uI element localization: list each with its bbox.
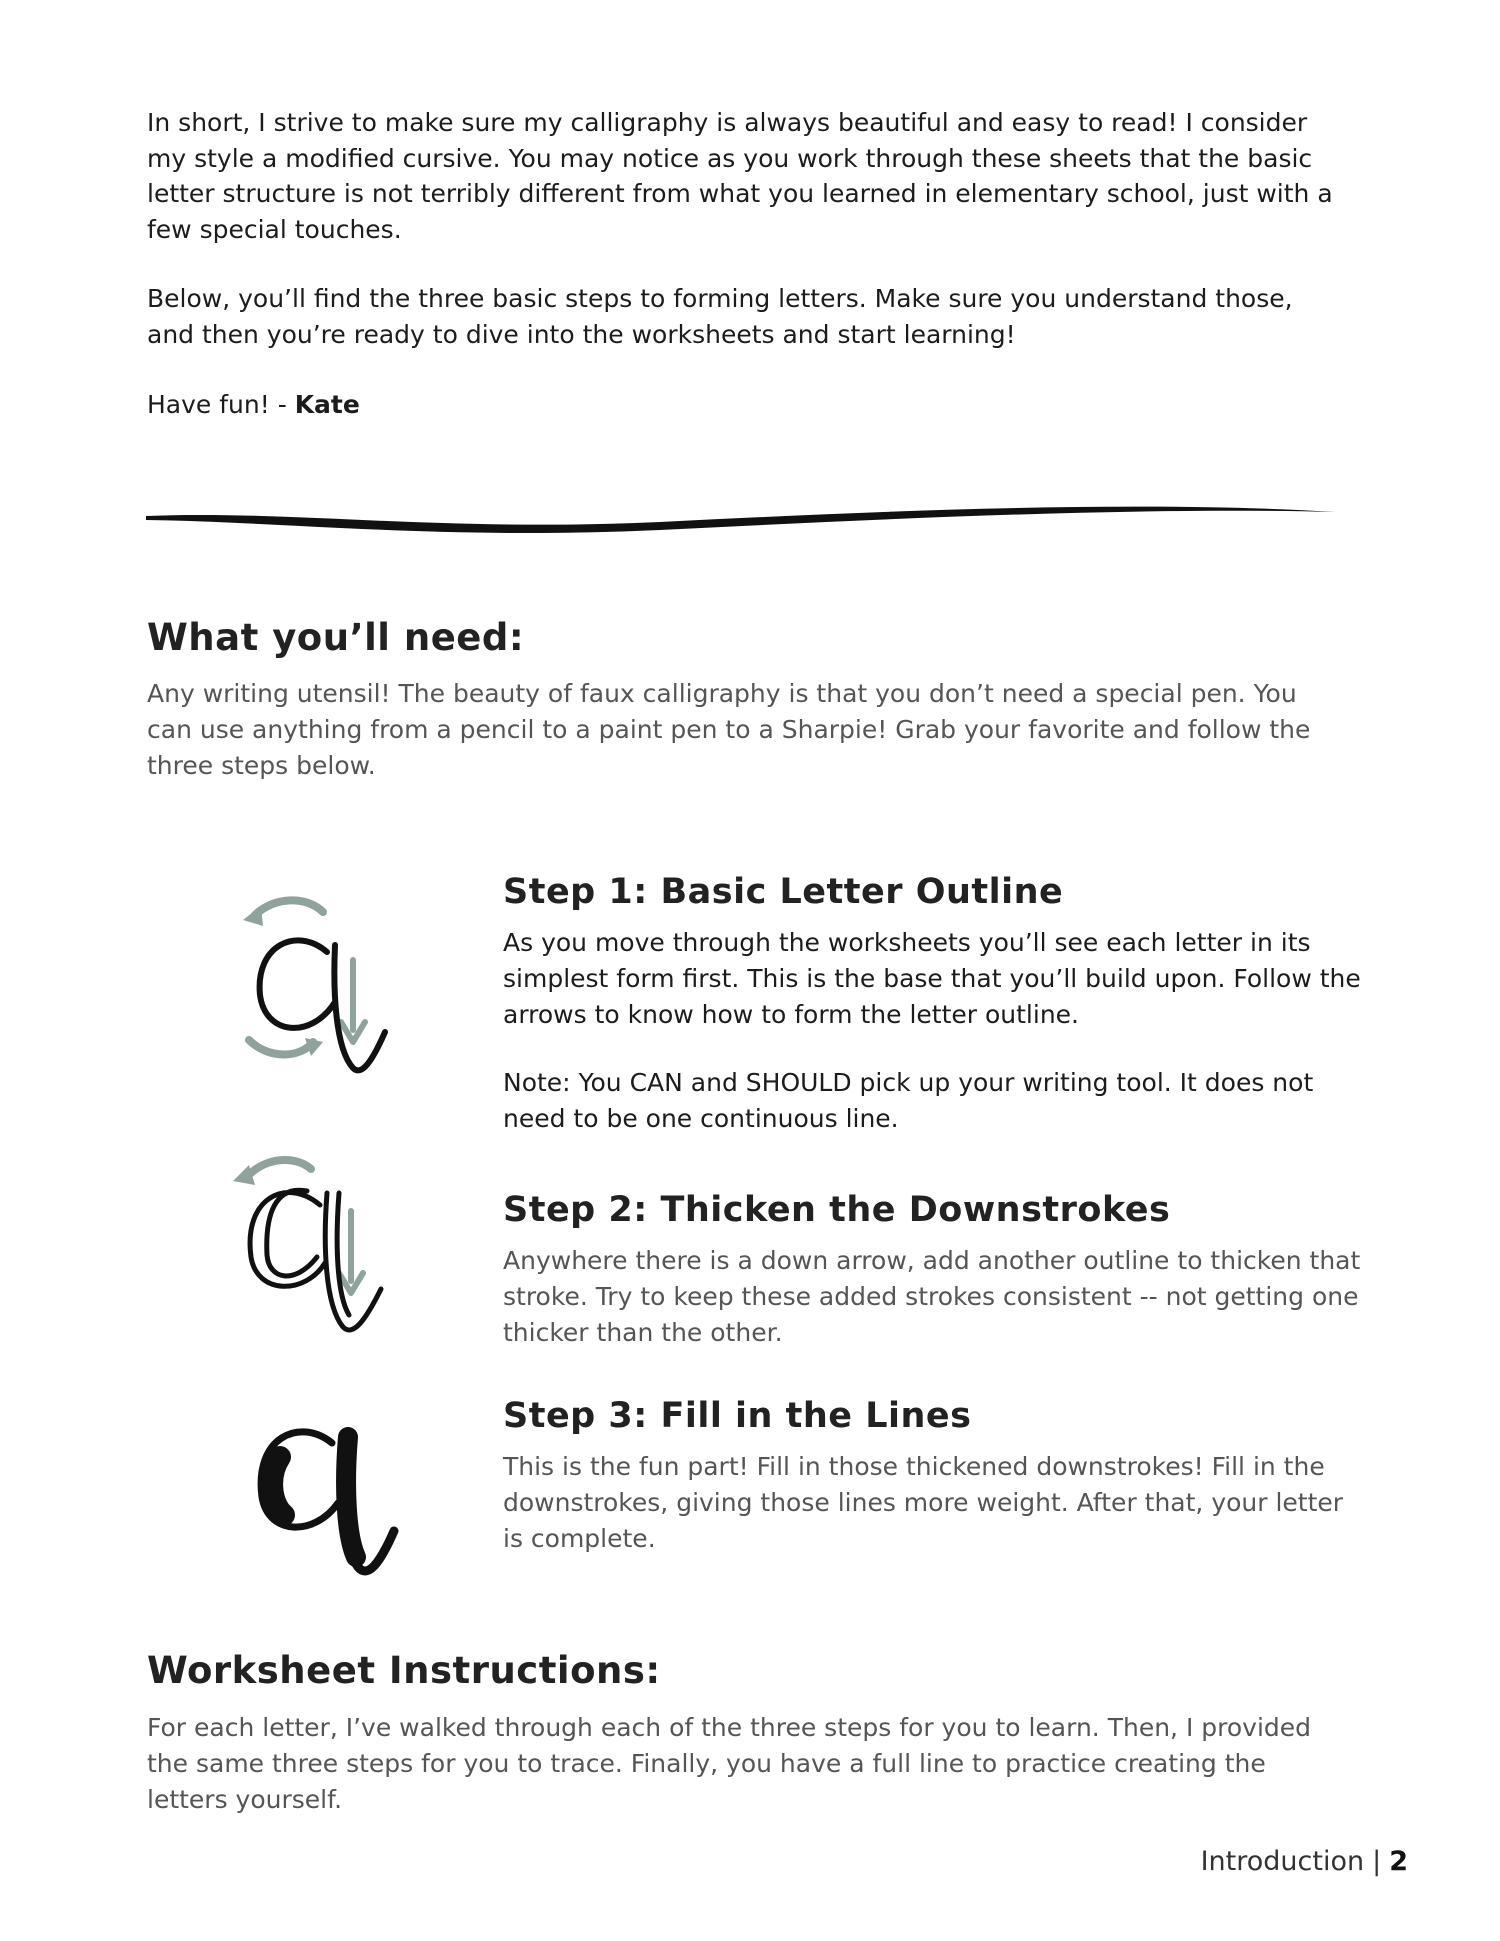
step-2-title: Step 2: Thicken the Downstrokes <box>503 1190 1171 1230</box>
intro-signoff <box>147 387 1337 423</box>
step-3-body: This is the fun part! Fill in those thickened downstrokes! Fill in the downstrokes, giving those lines more weight. After that, your letter is complete. <box>503 1452 1344 1553</box>
page-footer <box>1201 1846 1408 1877</box>
brush-divider <box>140 490 1340 540</box>
need-body: Any writing utensil! The beauty of faux calligraphy is that you don’t need a special pen. You can use anything from a pencil to a paint pen to a Sharpie! Grab your favorite and follow the three steps below. <box>147 679 1311 780</box>
signoff-text: Have fun! - <box>147 390 287 419</box>
step-3-title: Step 3: Fill in the Lines <box>503 1396 972 1436</box>
step-1-note: Note: You CAN and SHOULD pick up your writing tool. It does not need to be one continuous line. <box>503 1068 1314 1133</box>
letter-a-filled-icon <box>240 1385 400 1585</box>
step-1-body: As you move through the worksheets you’ll see each letter in its simplest form first. This is the base that you’ll build upon. Follow the arrows to know how to form the letter outline. <box>503 928 1361 1029</box>
letter-a-outline-icon <box>235 890 405 1090</box>
intro-paragraph-1: In short, I strive to make sure my calligraphy is always beautiful and easy to read! I consider my style a modified cursive. You may notice as you work through these sheets that the basic letter structure is not terribly different from what you learned in elementary school, just with a few special touches. <box>147 108 1333 244</box>
footer-section: Introduction <box>1200 1846 1365 1877</box>
step-1-title: Step 1: Basic Letter Outline <box>503 872 1064 912</box>
worksheet-heading: Worksheet Instructions: <box>147 1649 661 1692</box>
worksheet-body: For each letter, I’ve walked through each of the three steps for you to learn. Then, I provided the same three steps for you to trace. Finally, you have a full line to practice creating the letters yourself. <box>147 1713 1312 1814</box>
letter-a-thickened-icon <box>225 1145 395 1345</box>
intro-paragraph-2: Below, you’ll find the three basic steps to forming letters. Make sure you understand those, and then you’re ready to dive into the worksheets and start learning! <box>147 284 1293 349</box>
page-number: 2 <box>1389 1846 1408 1877</box>
author-name: Kate <box>294 390 360 419</box>
step-2-body: Anywhere there is a down arrow, add another outline to thicken that stroke. Try to keep these added strokes consistent -- not getting one thicker than the other. <box>503 1246 1361 1347</box>
need-heading: What you’ll need: <box>147 616 525 659</box>
footer-separator: | <box>1372 1846 1382 1877</box>
